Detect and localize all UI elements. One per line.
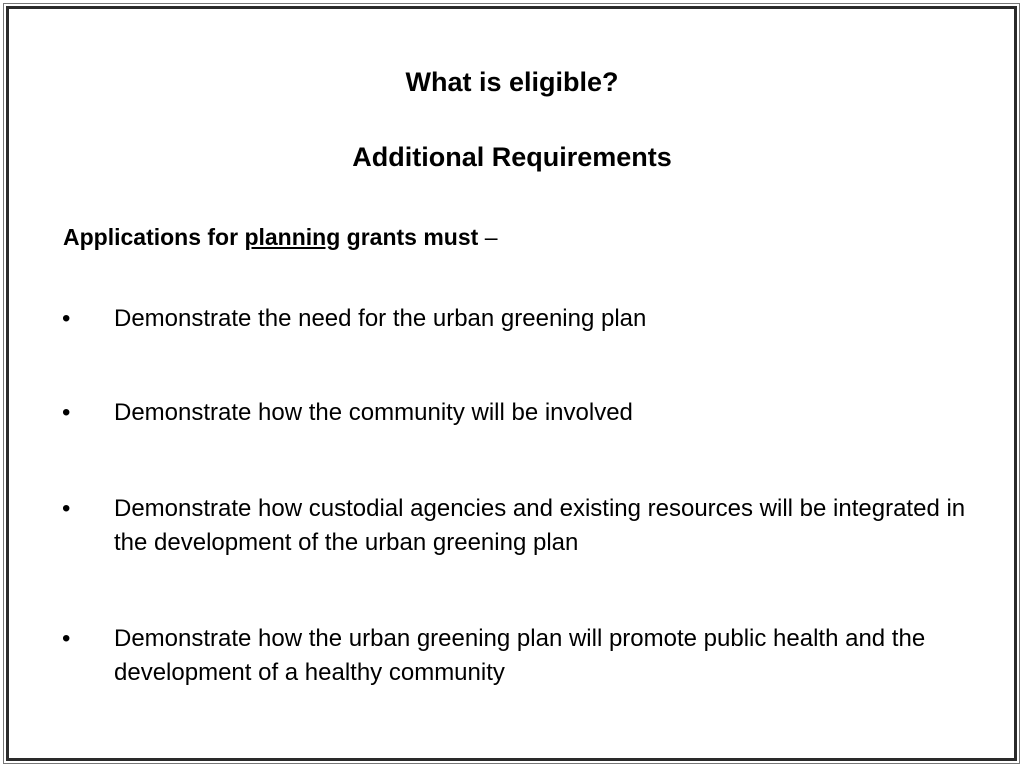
slide-title: What is eligible?	[405, 67, 619, 97]
slide-subtitle: Additional Requirements	[352, 142, 672, 172]
bullet-marker: •	[62, 625, 71, 652]
intro-suffix: grants must	[346, 224, 479, 250]
bullet-text: Demonstrate how the urban greening plan will promote public health and the development of a healthy community	[114, 625, 926, 686]
bullet-marker: •	[62, 495, 71, 522]
bullet-text: Demonstrate the need for the urban greening plan	[114, 305, 647, 332]
intro-dash: –	[484, 224, 498, 250]
bullet-text: Demonstrate how custodial agencies and existing resources will be integrated in the development of the urban greening plan	[114, 495, 966, 556]
intro-line	[63, 221, 498, 253]
bullet-text: Demonstrate how the community will be involved	[114, 399, 633, 426]
bullet-marker: •	[62, 399, 71, 426]
intro-prefix: Applications for	[63, 224, 239, 250]
intro-emphasis: planning	[244, 224, 341, 250]
bullet-marker: •	[62, 305, 71, 332]
